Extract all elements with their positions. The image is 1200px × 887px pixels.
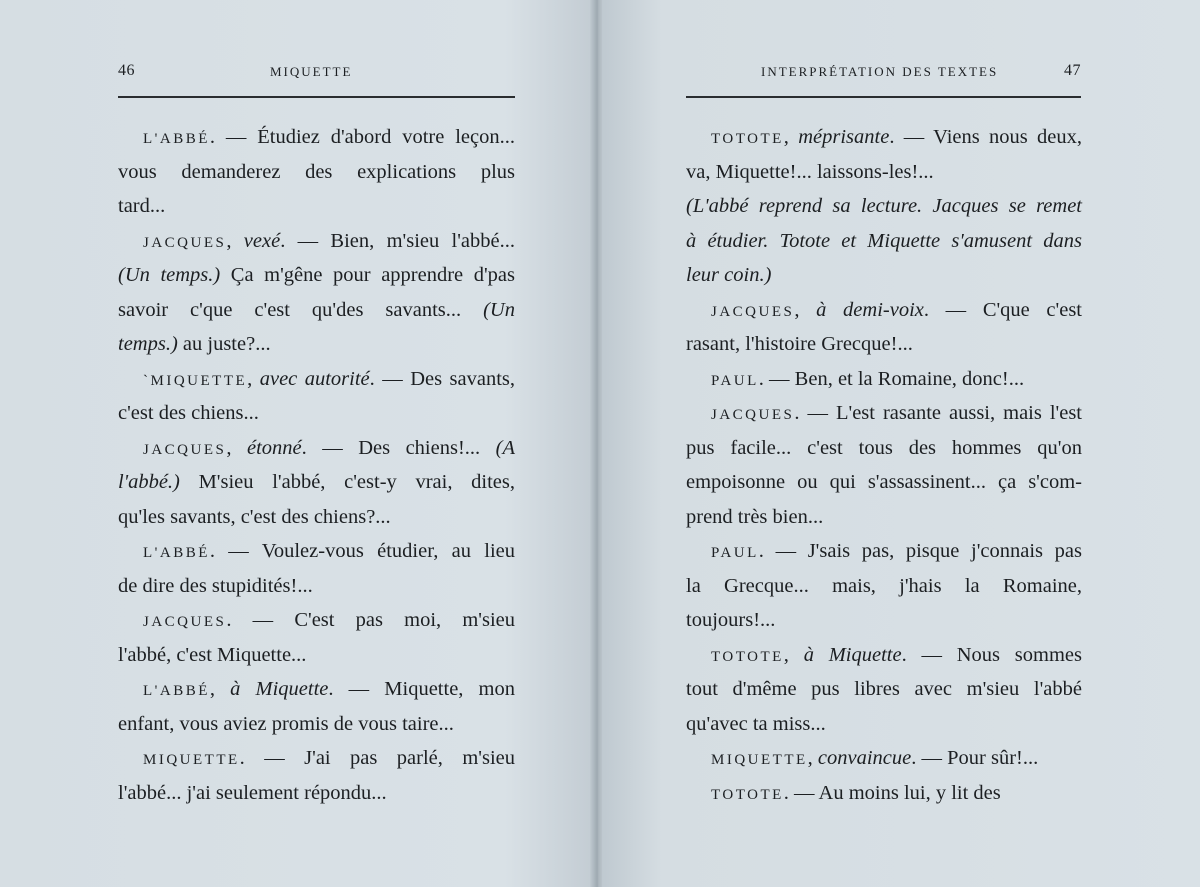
stage-direction: leur coin.) [686,264,772,286]
dialogue-text: , [247,367,260,390]
text-line [686,776,1082,811]
text-line [686,120,1082,155]
page-number: 46 [118,62,135,79]
dialogue-text: . — Des chiens!... [301,436,496,459]
dialogue-text: de dire des stupidités!... [118,574,313,597]
dialogue-text: M'sieu l'abbé, c'est-y vrai, dites, [179,471,515,493]
text-line [118,707,515,742]
stage-direction: temps.) [118,333,178,355]
dialogue-text: , [794,298,817,321]
stage-direction: méprisante [798,126,890,148]
text-line [118,431,515,466]
dialogue-text: . — Étudiez d'abord votre leçon... [209,126,515,148]
dialogue-text: , [226,229,244,252]
dialogue-text: savoir c'que c'est qu'des savants... [118,298,484,321]
dialogue-text: . — J'sais pas, pisque j'connais pas [758,540,1082,562]
text-line [686,327,1082,362]
text-line [118,465,515,500]
text-line [118,155,515,190]
text-line [118,327,515,362]
stage-direction: vexé [243,229,281,252]
speaker-name: JACQUES [711,407,795,423]
stage-direction: à demi-voix [816,298,924,321]
dialogue-text: la Grecque... mais, j'hais la Romaine, [686,574,1082,597]
dialogue-text: rasant, l'histoire Grecque!... [686,333,913,355]
text-line [686,258,1082,293]
speaker-name: JACQUES [143,614,227,630]
text-line [686,465,1082,500]
text-line [686,672,1082,707]
dialogue-text: empoisonne ou qui s'assassinent... ça s'com- [686,471,1082,493]
dialogue-text: au juste?... [177,333,271,355]
speaker-name: L'ABBÉ [143,131,210,147]
text-line [686,741,1082,776]
running-head: MIQUETTE [270,64,353,79]
dialogue-text: , [807,747,818,769]
text-line [118,741,515,776]
text-line [686,293,1082,328]
dialogue-text: . — Au moins lui, y lit des [783,781,1001,804]
dialogue-text: , [209,678,231,700]
dialogue-text: . — L'est rasante aussi, mais l'est [794,402,1082,424]
dialogue-text: tard... [118,195,166,217]
dialogue-text: . — J'ai pas parlé, m'sieu [239,747,515,769]
speaker-name: JACQUES [143,234,227,251]
speaker-name: L'ABBÉ [143,545,210,561]
dialogue-text: . — Miquette, mon [328,678,515,700]
dialogue-text: . — C'que c'est [923,298,1082,321]
dialogue-text: c'est des chiens... [118,402,259,424]
text-line [686,396,1082,431]
dialogue-text: , [783,126,799,148]
text-line [686,603,1082,638]
speaker-name: TOTOTE [711,131,784,147]
right-page [602,0,1200,887]
dialogue-text: Ça m'gêne pour apprendre d'pas [220,264,515,286]
dialogue-text: . — Voulez-vous étudier, au lieu [209,540,515,562]
text-line [118,396,515,431]
text-line [118,258,515,293]
page-text [118,120,515,810]
text-line [118,638,515,673]
text-line [686,500,1082,535]
running-head: INTERPRÉTATION DES TEXTES [761,64,999,79]
text-line [118,500,515,535]
dialogue-text: . — Viens nous deux, [889,126,1083,148]
page-number: 47 [1064,62,1081,79]
speaker-name: L'ABBÉ [143,683,210,699]
speaker-name: JACQUES [143,441,227,458]
speaker-name: MIQUETTE [143,752,240,768]
text-line [686,224,1082,259]
dialogue-text: . — Pour sûr!... [911,747,1039,769]
text-line [686,638,1082,673]
stage-direction: convaincue [817,747,912,769]
left-page [0,0,594,887]
dialogue-text: tout d'même pus libres avec m'sieu l'abbé [686,678,1082,700]
dialogue-text: enfant, vous aviez promis de vous taire... [118,712,454,735]
stage-direction: étonné [246,436,302,459]
stage-direction: (A [495,436,515,459]
dialogue-text: pus facile... c'est tous des hommes qu'on [686,436,1082,459]
dialogue-text: . — C'est pas moi, m'sieu [226,609,515,631]
text-line [118,603,515,638]
text-line [686,362,1082,397]
dialogue-text: qu'avec ta miss... [686,712,826,735]
dialogue-text: , [783,643,804,666]
text-line [118,776,515,811]
speaker-name: `MIQUETTE [143,372,248,389]
dialogue-text: . — Ben, et la Romaine, donc!... [758,367,1025,390]
dialogue-text: l'abbé... j'ai seulement répondu... [118,781,387,804]
header-rule [118,96,515,98]
dialogue-text: , [226,436,247,459]
stage-direction: à étudier. Totote et Miquette s'amusent dans [686,229,1082,252]
text-line [686,189,1082,224]
text-line [686,155,1082,190]
dialogue-text: toujours!... [686,609,776,631]
stage-direction: (L'abbé reprend sa lecture. Jacques se remet [686,195,1082,217]
dialogue-text: prend très bien... [686,505,824,528]
speaker-name: PAUL [711,372,759,389]
text-line [118,569,515,604]
text-line [118,293,515,328]
text-line [118,120,515,155]
text-line [118,362,515,397]
text-line [118,224,515,259]
stage-direction: à Miquette [803,643,902,666]
text-line [686,569,1082,604]
page-text [686,120,1082,810]
speaker-name: PAUL [711,545,759,561]
dialogue-text: . — Bien, m'sieu l'abbé... [280,229,516,252]
text-line [686,431,1082,466]
dialogue-text: qu'les savants, c'est des chiens?... [118,505,391,528]
text-line [686,707,1082,742]
stage-direction: (Un temps.) [118,264,221,286]
stage-direction: (Un [483,298,515,321]
text-line [118,189,515,224]
text-line [118,534,515,569]
header-rule [686,96,1081,98]
stage-direction: l'abbé.) [118,471,180,493]
speaker-name: JACQUES [711,303,795,320]
dialogue-text: va, Miquette!... laissons-les!... [686,160,934,183]
dialogue-text: . — Nous sommes [901,643,1082,666]
text-line [118,672,515,707]
stage-direction: à Miquette [230,678,329,700]
speaker-name: MIQUETTE [711,752,808,768]
speaker-name: TOTOTE [711,786,784,803]
dialogue-text: l'abbé, c'est Miquette... [118,643,307,666]
text-line [686,534,1082,569]
stage-direction: avec autorité [259,367,370,390]
dialogue-text: . — Des savants, [369,367,515,390]
speaker-name: TOTOTE [711,648,784,665]
dialogue-text: vous demanderez des explications plus [118,160,515,183]
